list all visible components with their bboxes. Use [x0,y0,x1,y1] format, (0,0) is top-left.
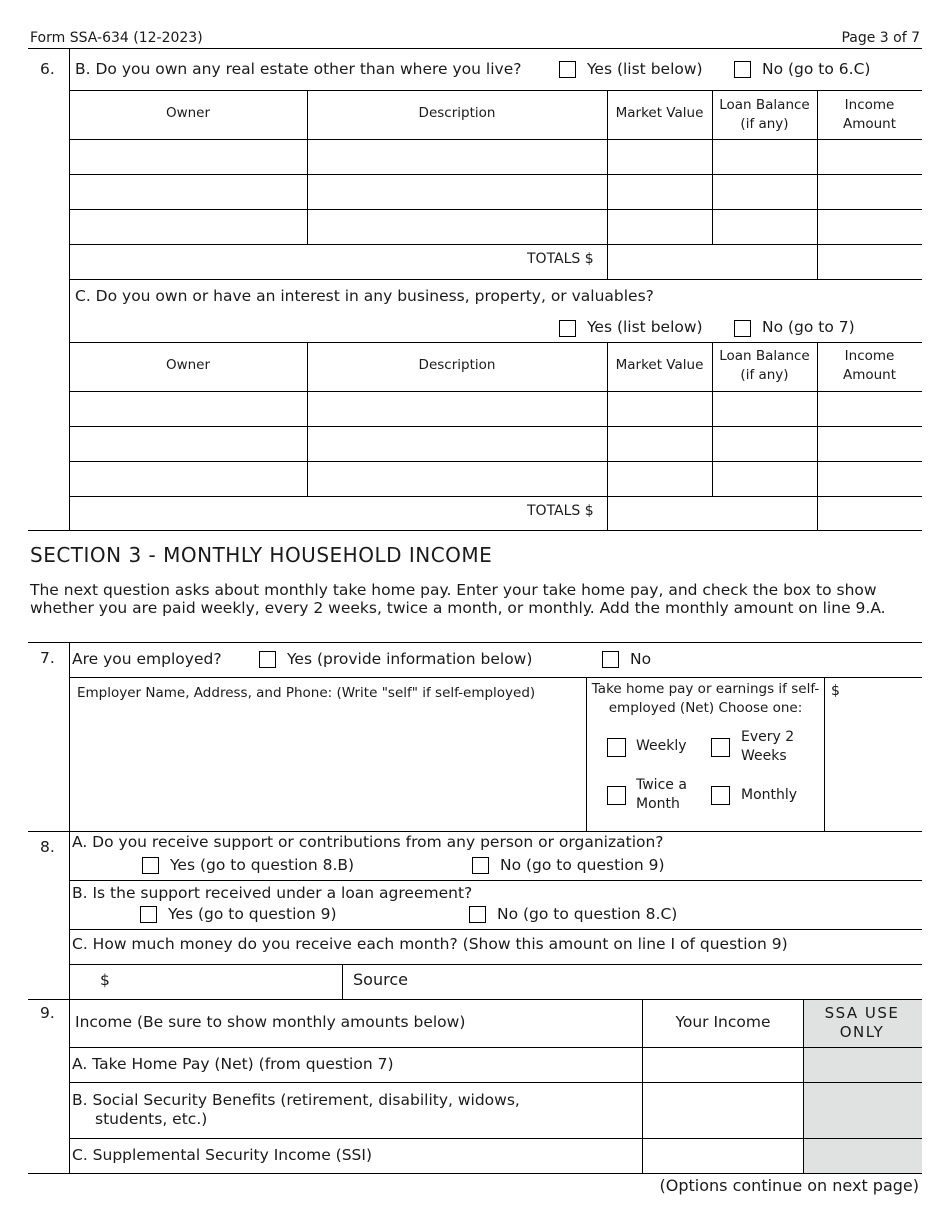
q6b-no-checkbox[interactable] [734,61,751,78]
income-row-c-label: C. Supplemental Security Income (SSI) [72,1146,373,1164]
income-row-b-label: B. Social Security Benefits (retirement, disability, widows, [72,1091,520,1109]
q8a-yes-label: Yes (go to question 8.B) [170,856,355,874]
form-id: Form SSA-634 (12-2023) [30,30,203,46]
col-loan-balance: Loan Balance (if any) [719,348,810,383]
page-number: Page 3 of 7 [841,30,920,46]
q8c-dollar-sign: $ [100,971,110,989]
income-row-a-label: A. Take Home Pay (Net) (from question 7) [72,1055,394,1073]
q7-no-label: No [630,650,652,668]
q8b-no-label: No (go to question 8.C) [497,905,678,923]
q6b-yes-label: Yes (list below) [587,60,703,78]
q6b-owner-field-3[interactable] [70,210,307,244]
q7-no-checkbox[interactable] [602,651,619,668]
col-market-value: Market Value [615,105,704,121]
q8b-yes-label: Yes (go to question 9) [168,905,337,923]
col-owner: Owner [165,105,211,121]
q8b-yes-checkbox[interactable] [140,906,157,923]
q8a-yes-checkbox[interactable] [142,857,159,874]
weekly-checkbox[interactable] [607,738,626,757]
q8a-no-checkbox[interactable] [472,857,489,874]
question-8-number: 8. [40,838,55,856]
q8a-no-label: No (go to question 9) [500,856,665,874]
q6c-yes-checkbox[interactable] [559,320,576,337]
col-income-amount: Income Amount [842,97,897,132]
pay-amount-field[interactable] [842,680,920,828]
q8c-question: C. How much money do you receive each month? (Show this amount on line I of question 9) [72,935,788,953]
q6b-owner-field-1[interactable] [70,140,307,174]
q6b-owner-field-2[interactable] [70,175,307,209]
q8c-amount-field[interactable] [114,966,340,998]
q6b-totals-label: TOTALS $ [527,251,594,267]
section-3-title: SECTION 3 - MONTHLY HOUSEHOLD INCOME [30,543,493,567]
col-description: Description [418,357,496,373]
pay-dollar-sign: $ [831,683,840,699]
monthly-checkbox[interactable] [711,786,730,805]
section-3-intro: The next question asks about monthly take home pay. Enter your take home pay, and check the box to show whether you are paid weekly, every 2 weeks, twice a month, or monthly. Add the monthly amount on line 9.A. [30,581,886,617]
q8c-source-field[interactable] [412,966,920,998]
col-market-value: Market Value [615,357,704,373]
q6c-totals-label: TOTALS $ [527,503,594,519]
monthly-label: Monthly [741,787,798,803]
q8c-source-label: Source [353,970,408,989]
q6c-no-label: No (go to 7) [762,318,855,336]
question-6-number: 6. [40,60,55,78]
income-row-a-field[interactable] [644,1049,802,1081]
employer-field[interactable] [72,702,584,829]
q8b-no-checkbox[interactable] [469,906,486,923]
employer-label: Employer Name, Address, and Phone: (Write "self" if self-employed) [77,685,536,701]
col-income-amount: Income Amount [842,348,897,383]
twice-a-month-label: Twice a Month [636,777,687,812]
q6b-no-label: No (go to 6.C) [762,60,871,78]
col-owner: Owner [165,357,211,373]
q6c-question: C. Do you own or have an interest in any business, property, or valuables? [75,287,654,305]
q8a-question: A. Do you receive support or contributions from any person or organization? [72,833,664,851]
q6c-yes-label: Yes (list below) [587,318,703,336]
question-7-number: 7. [40,649,55,667]
q6b-yes-checkbox[interactable] [559,61,576,78]
every-2-weeks-checkbox[interactable] [711,738,730,757]
weekly-label: Weekly [636,738,687,754]
q7-yes-checkbox[interactable] [259,651,276,668]
your-income-header: Your Income [675,1013,771,1031]
q6c-no-checkbox[interactable] [734,320,751,337]
col-description: Description [418,105,496,121]
income-row-b-label-continued: students, etc.) [95,1110,208,1128]
income-header: Income (Be sure to show monthly amounts below) [75,1013,466,1031]
income-row-c-field[interactable] [644,1140,802,1172]
continue-note: (Options continue on next page) [659,1176,919,1195]
q8b-question: B. Is the support received under a loan agreement? [72,884,473,902]
col-loan-balance: Loan Balance (if any) [719,97,810,132]
take-home-pay-label: Take home pay or earnings if self-employed (Net) Choose one: [591,681,820,716]
q6b-question: B. Do you own any real estate other than where you live? [75,60,522,78]
ssa-use-only-header: SSA USE ONLY [824,1004,900,1041]
every-2-weeks-label: Every 2 Weeks [741,729,795,764]
q7-question: Are you employed? [72,650,222,668]
income-row-b-field[interactable] [644,1084,802,1137]
twice-a-month-checkbox[interactable] [607,786,626,805]
question-9-number: 9. [40,1004,55,1022]
q7-yes-label: Yes (provide information below) [287,650,533,668]
